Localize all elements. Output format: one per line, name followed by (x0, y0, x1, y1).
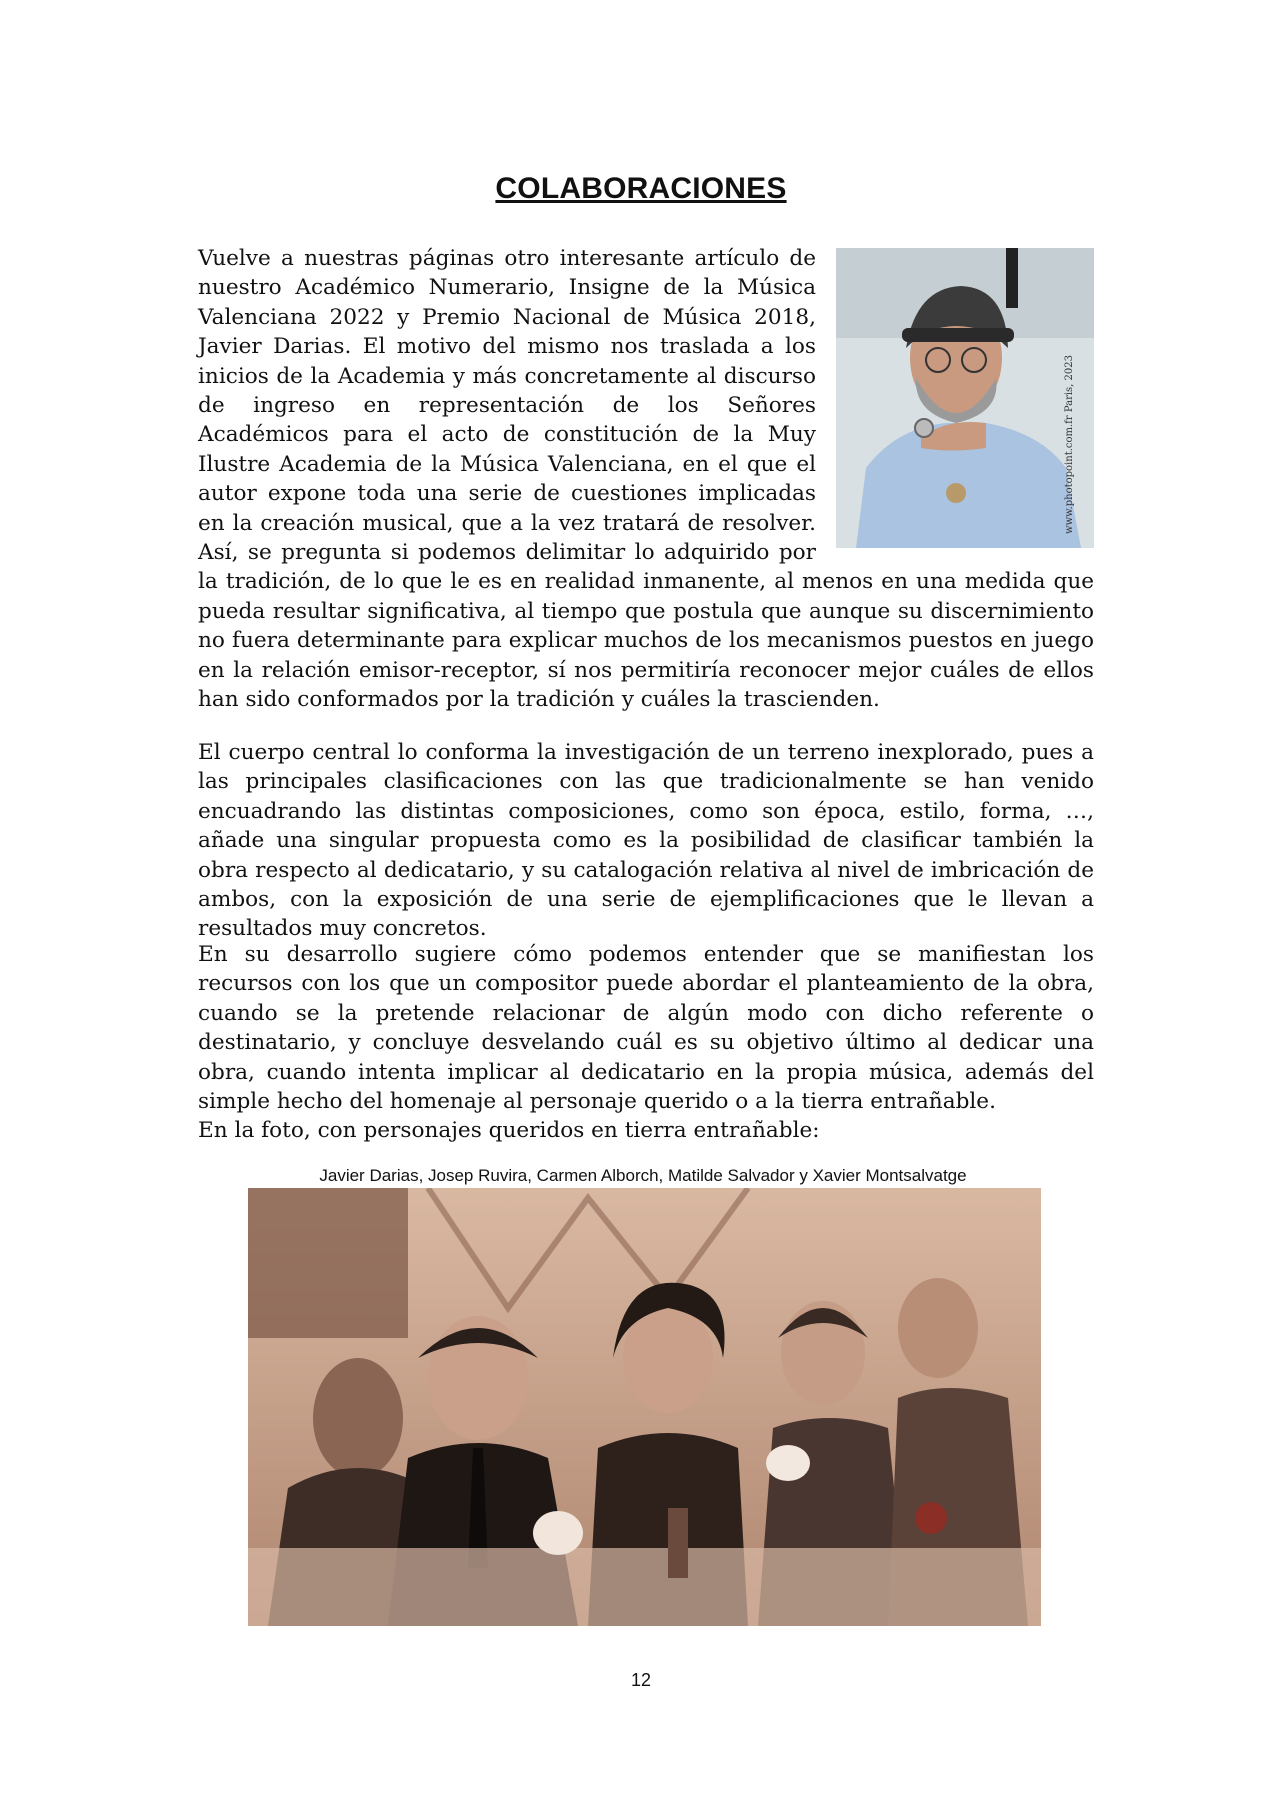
photo-caption: Javier Darias, Josep Ruvira, Carmen Alborch, Matilde Salvador y Xavier Montsalvatge (319, 1166, 967, 1185)
paragraph-intro-text: Vuelve a nuestras páginas otro interesante artículo de nuestro Académico Numerario, Insigne de la Música Valenciana 2022 y Premio Nacional de Música 2018, Javier Darias. El motivo del mismo nos traslada a los inicios de la Academia y más concretamente al discurso de ingreso en representación de los Señores Académicos para el acto de constitución de la Muy Ilustre Academia de la Música Valenciana, en el que el autor expone toda una serie de cuestiones implicadas en la creación musical, que a la vez tratará de resolver. Así, se pregunta si podemos delimitar lo adquirido por la tradición, de lo que le es en realidad inmanente, al menos en una medida que pueda resultar significativa, al tiempo que postula que aunque su discernimiento no fuera determinante para explicar muchos de los mecanismos puestos en juego en la relación emisor-receptor, sí nos permitiría reconocer mejor cuáles de ellos han sido conformados por la tradición y cuáles la trascienden. (198, 246, 1094, 713)
page-number: 12 (630, 1670, 652, 1690)
paragraph-conclusion (198, 940, 1094, 1146)
group-photo (248, 1188, 1041, 1626)
portrait-photo (836, 248, 1094, 548)
paragraph-conclusion-text: En su desarrollo sugiere cómo podemos entender que se manifiestan los recursos con los que un compositor puede abordar el planteamiento de la obra, cuando se la pretende relacionar de algún modo con dicho referente o destinatario, y concluye desvelando cuál es su objetivo último al dedicar una obra, cuando intenta implicar al dedicatario en la propia música, además del simple hecho del homenaje al personaje querido o a la tierra entrañable. (198, 942, 1094, 1115)
paragraph-body: El cuerpo central lo conforma la investigación de un terreno inexplorado, pues a las principales clasificaciones con las que tradicionalmente se han venido encuadrando las distintas composiciones, como son época, estilo, forma, …, añade una singular propuesta como es la posibilidad de clasificar también la obra respecto al dedicatario, y su catalogación relativa al nivel de imbricación de ambos, con la exposición de una serie de ejemplificaciones que le llevan a resultados muy concretos. (198, 740, 1094, 942)
photo-intro: En la foto, con personajes queridos en tierra entrañable: (198, 1118, 820, 1144)
photo-credit: www.photopoint.com.fr Paris, 2023 (1063, 355, 1075, 534)
paragraph-intro (198, 244, 1094, 715)
group-photo-illustration (248, 1188, 1041, 1626)
page-title: COLABORACIONES (495, 172, 787, 205)
